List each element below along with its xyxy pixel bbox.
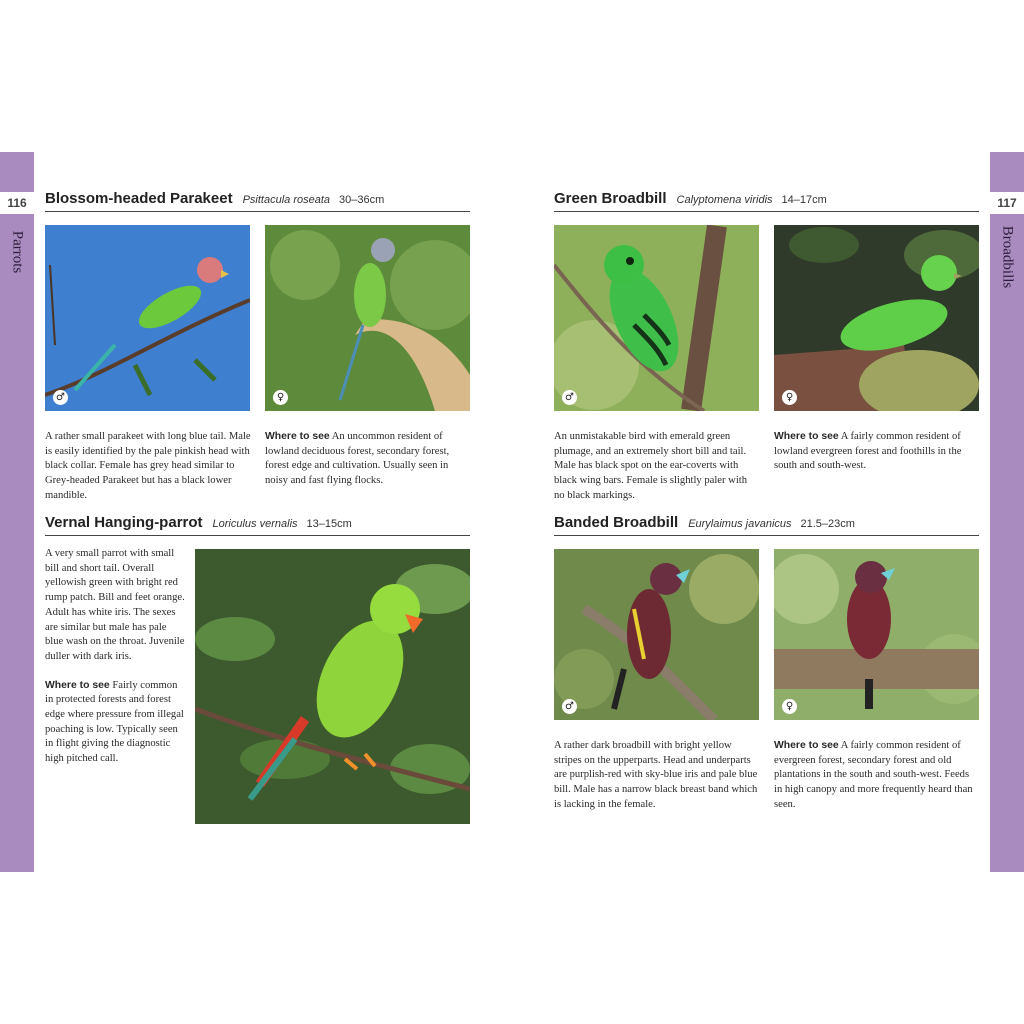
species-heading-vernal-hanging-parrot [45, 514, 470, 536]
species-description: A rather dark broadbill with bright yellow stripes on the upperparts. Head and underparts are purplish-red with sky-blue iris and pale blue bill. Male has a narrow black breast band which is lacking in the female. [554, 740, 758, 810]
species-name: Blossom-headed Parakeet [45, 190, 233, 207]
page-number-right: 117 [990, 192, 1024, 214]
species-size: 13–15cm [306, 518, 352, 530]
female-symbol-icon: ♀ [782, 390, 797, 405]
species-name: Banded Broadbill [554, 514, 679, 531]
female-symbol-icon: ♀ [782, 699, 797, 714]
photo-blossom-headed-parakeet-male [45, 225, 250, 411]
species-name: Green Broadbill [554, 190, 667, 207]
where-to-see: Where to see An uncommon resident of lowland deciduous forest, secondary forest, forest edge and cultivation. Usually seen in noisy and fast flying flocks. [265, 431, 450, 487]
species-latin-name: Eurylaimus javanicus [688, 518, 792, 530]
male-symbol-icon: ♂ [53, 390, 68, 405]
where-to-see-label: Where to see [774, 740, 839, 751]
species-latin-name: Loriculus vernalis [212, 518, 298, 530]
where-to-see: Where to see A fairly common resident of evergreen forest, secondary forest and old plantations in the south and south-west. Feeds in high canopy and more frequently heard than seen. [774, 740, 973, 810]
where-to-see-label: Where to see [774, 431, 839, 442]
photo-banded-broadbill-female [774, 549, 979, 720]
where-to-see-label: Where to see [265, 431, 330, 442]
left-section-tab [0, 152, 34, 872]
species-latin-name: Psittacula roseata [242, 194, 331, 206]
male-symbol-icon: ♂ [562, 390, 577, 405]
species-size: 14–17cm [781, 194, 827, 206]
male-symbol-icon: ♂ [562, 699, 577, 714]
species-heading-blossom-headed-parakeet [45, 190, 470, 212]
photo-vernal-hanging-parrot [195, 549, 470, 824]
female-symbol-icon: ♀ [273, 390, 288, 405]
species-name: Vernal Hanging-parrot [45, 514, 203, 531]
species-size: 21.5–23cm [800, 518, 855, 530]
where-to-see-label: Where to see [45, 679, 110, 691]
page-number-left: 116 [0, 192, 34, 214]
right-section-tab [990, 152, 1024, 872]
species-heading-green-broadbill [554, 190, 979, 212]
photo-green-broadbill-female [774, 225, 979, 411]
species-description: A very small parrot with small bill and short tail. Overall yellowish green with bright red rump patch. Bill and feet orange. Adult has white iris. The sexes are similar but male has pale blue wash on the throat. Juvenile duller with dark iris. Where to see Fairly common in protected forests and forest edge where pressure from illegal poaching is low. Typically seen in flight giving the diagnostic high pitched call. [45, 548, 185, 765]
photo-blossom-headed-parakeet-female [265, 225, 470, 411]
photo-banded-broadbill-male [554, 549, 759, 720]
section-label-right: Broadbills [999, 225, 1016, 289]
species-latin-name: Calyptomena viridis [676, 194, 773, 206]
species-description: An unmistakable bird with emerald green plumage, and an extremely short bill and tail. Male has black spot on the ear-coverts with black wing bars. Female is slightly paler with no black markings. [554, 431, 748, 501]
where-to-see: Where to see A fairly common resident of lowland evergreen forest and foothills in the south and south-west. [774, 431, 962, 472]
species-size: 30–36cm [339, 194, 385, 206]
species-description: A rather small parakeet with long blue tail. Male is easily identified by the pale pinkish head with black collar. Female has grey head similar to Grey-headed Parakeet but has a black lower mandible. [45, 431, 251, 501]
section-label-left: Parrots [9, 230, 26, 274]
species-heading-banded-broadbill [554, 514, 979, 536]
photo-green-broadbill-male [554, 225, 759, 411]
